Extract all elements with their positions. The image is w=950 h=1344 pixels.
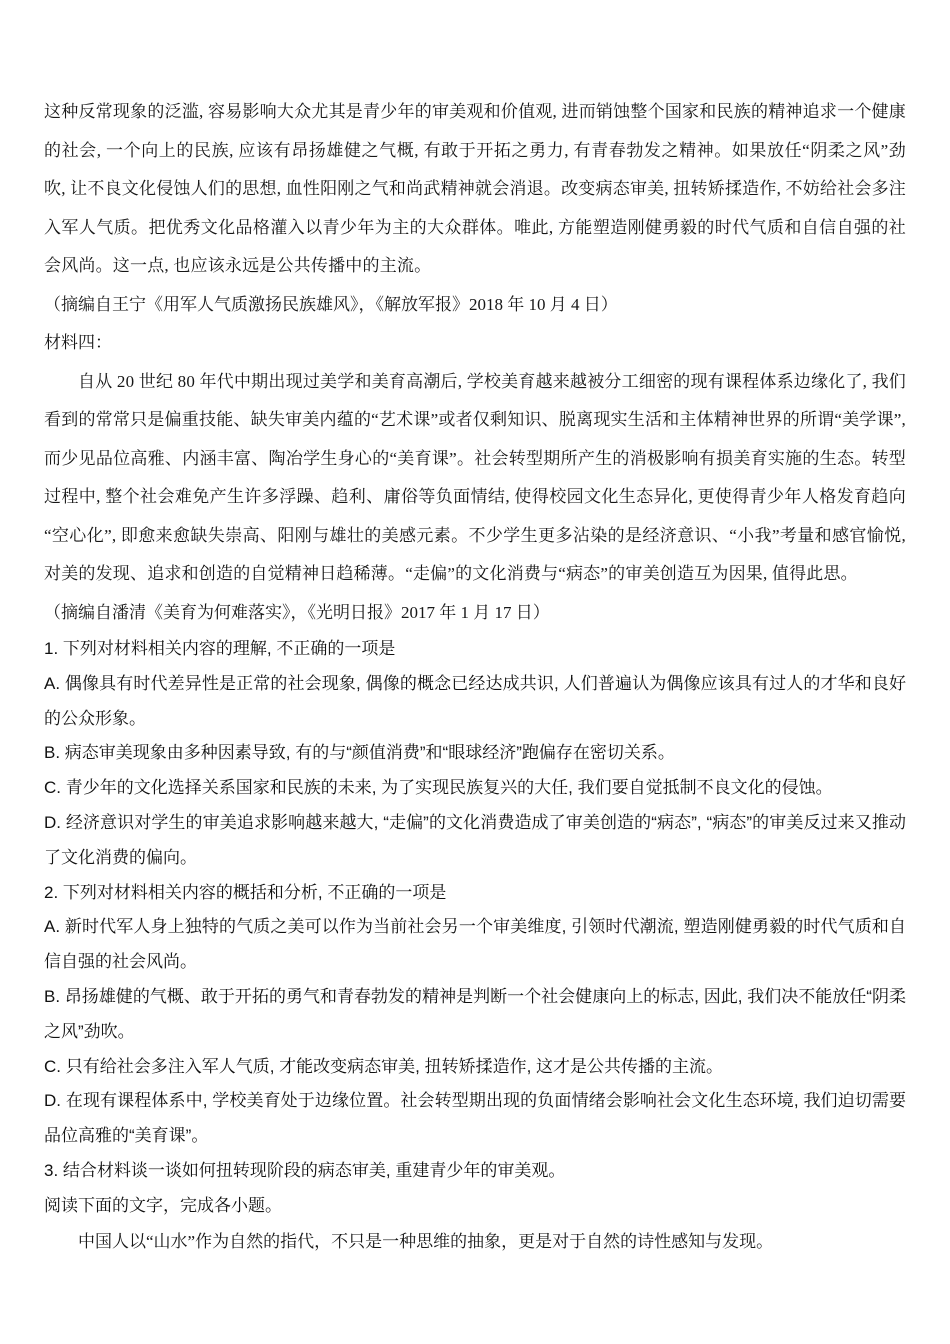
answer-option: B. 昂扬雄健的气概、敢于开拓的勇气和青春勃发的精神是判断一个社会健康向上的标志, 因此, 我们决不能放任“阴柔之风”劲吹。	[44, 986, 906, 1041]
document-body	[44, 93, 906, 1259]
source-citation: （摘编自潘清《美育为何难落实》，《光明日报》2017 年 1 月 17 日）	[44, 602, 550, 622]
answer-option: A. 偶像具有时代差异性是正常的社会现象, 偶像的概念已经达成共识, 人们普遍认为偶像应该具有过人的才华和良好的公众形象。	[44, 673, 906, 728]
question-stem: 3. 结合材料谈一谈如何扭转现阶段的病态审美, 重建青少年的审美观。	[44, 1160, 566, 1180]
answer-option: C. 只有给社会多注入军人气质, 才能改变病态审美, 扭转矫揉造作, 这才是公共传播的主流。	[44, 1056, 724, 1076]
passage-paragraph: 自从 20 世纪 80 年代中期出现过美学和美育高潮后, 学校美育越来越被分工细密的现有课程体系边缘化了, 我们看到的常常只是偏重技能、缺失审美内蕴的“艺术课”或者仅剩知识、脱离现实生活和主体精神世界的所谓“美学课”, 而少见品位高雅、内涵丰富、陶冶学生身心的“美育课”。社会转型期所产生的消极影响有损美育实施的生态。转型过程中, 整个社会难免产生许多浮躁、趋利、庸俗等负面情结, 使得校园文化生态异化, 更使得青少年人格发育趋向“空心化”, 即愈来愈缺失崇高、阳刚与雄壮的美感元素。不少学生更多沾染的是经济意识、“小我”考量和感官愉悦, 对美的发现、追求和创造的自觉精神日趋稀薄。“走偏”的文化消费与“病态”的审美创造互为因果, 值得此思。	[44, 371, 906, 583]
question-stem: 1. 下列对材料相关内容的理解, 不正确的一项是	[44, 639, 396, 658]
answer-option: D. 在现有课程体系中, 学校美育处于边缘位置。社会转型期出现的负面情绪会影响社会文化生态环境, 我们迫切需要品位高雅的“美育课”。	[44, 1091, 906, 1146]
answer-option: B. 病态审美现象由多种因素导致, 有的与“颜值消费”和“眼球经济”跑偏存在密切关系。	[44, 743, 675, 763]
answer-option: D. 经济意识对学生的审美追求影响越来越大, “走偏”的文化消费造成了审美创造的“病态”, “病态”的审美反过来又推动了文化消费的偏向。	[44, 812, 906, 867]
passage-paragraph: 这种反常现象的泛滥, 容易影响大众尤其是青少年的审美观和价值观, 进而销蚀整个国家和民族的精神追求一个健康的社会, 一个向上的民族, 应该有昂扬雄健之气概, 有敢于开拓之勇力, 有青春勃发之精神。如果放任“阴柔之风”劲吹, 让不良文化侵蚀人们的思想, 血性阳刚之气和尚武精神就会消退。改变病态审美, 扭转矫揉造作, 不妨给社会多注入军人气质。把优秀文化品格灌入以青少年为主的大众群体。唯此, 方能塑造刚健勇毅的时代气质和自信自强的社会风尚。这一点, 也应该永远是公共传播中的主流。	[44, 102, 906, 275]
answer-option: C. 青少年的文化选择关系国家和民族的未来, 为了实现民族复兴的大任, 我们要自觉抵制不良文化的侵蚀。	[44, 778, 833, 798]
material-label: 材料四：	[44, 333, 112, 352]
question-stem: 2. 下列对材料相关内容的概括和分析, 不正确的一项是	[44, 882, 447, 902]
source-citation: （摘编自王宁《用军人气质激扬民族雄风》，《解放军报》2018 年 10 月 4 日）	[44, 294, 618, 314]
passage-paragraph: 中国人以“山水”作为自然的指代，不只是一种思维的抽象，更是对于自然的诗性感知与发现。	[78, 1231, 774, 1251]
reading-instruction: 阅读下面的文字，完成各小题。	[44, 1195, 282, 1215]
answer-option: A. 新时代军人身上独特的气质之美可以作为当前社会另一个审美维度, 引领时代潮流, 塑造刚健勇毅的时代气质和自信自强的社会风尚。	[44, 917, 906, 972]
